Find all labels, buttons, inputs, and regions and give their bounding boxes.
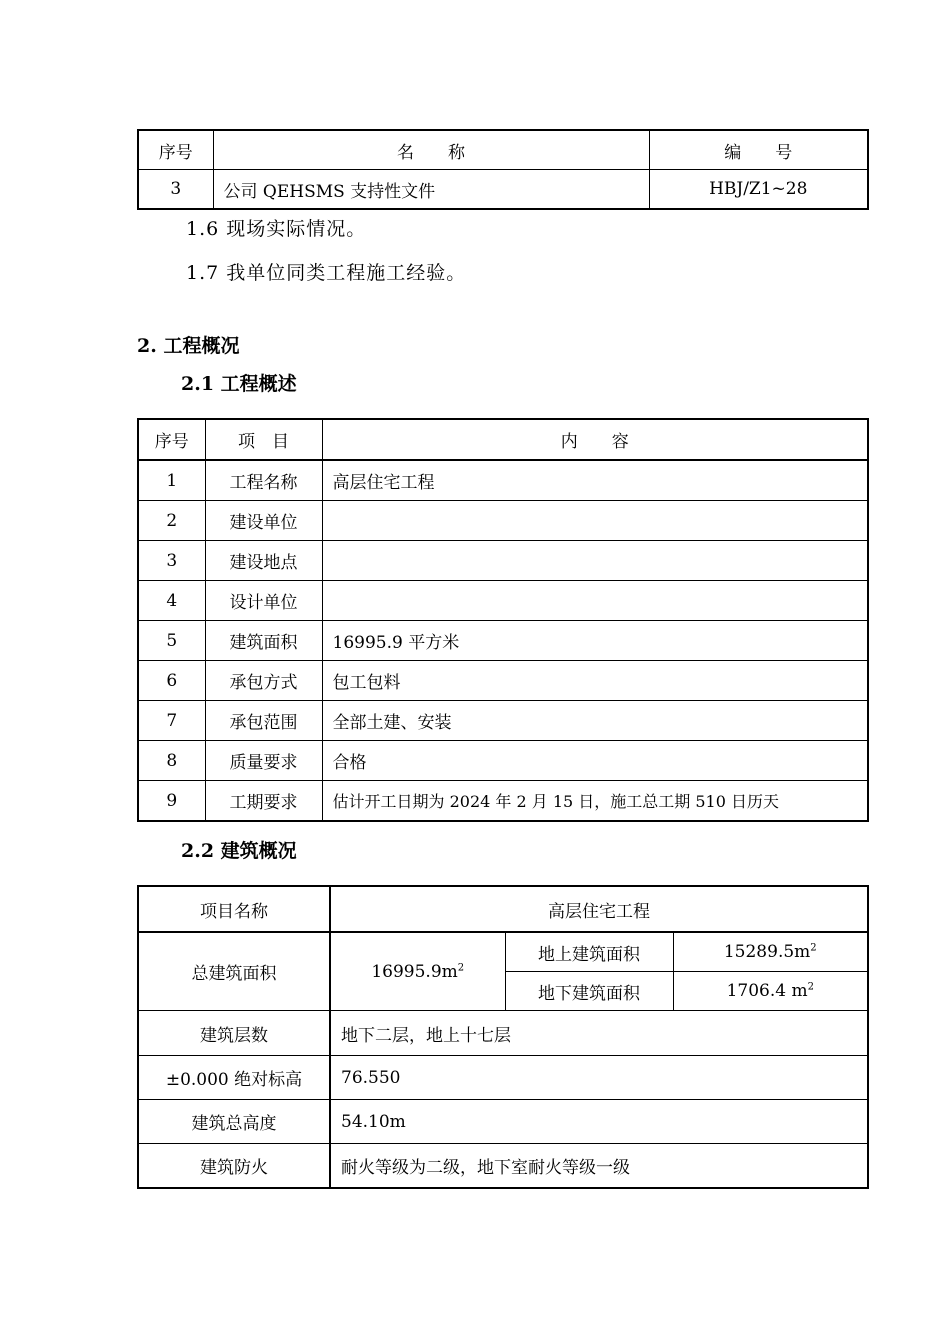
cell-label: 建筑层数: [138, 1011, 330, 1056]
cell-content: 包工包料: [322, 661, 868, 701]
cell-label: 地下建筑面积: [505, 972, 673, 1011]
cell-index: 9: [138, 781, 205, 822]
header-name: 名 称: [213, 130, 649, 170]
cell-item: 质量要求: [205, 741, 322, 781]
cell-value: 耐火等级为二级，地下室耐火等级一级: [330, 1144, 868, 1189]
cell-value: 54.10m: [330, 1100, 868, 1144]
table-row: [138, 1144, 868, 1189]
table-row: [138, 170, 868, 210]
cell-index: 4: [138, 581, 205, 621]
cell-value: 地下二层，地上十七层: [330, 1011, 868, 1056]
cell-label: 地上建筑面积: [505, 932, 673, 972]
table-header-row: [138, 130, 868, 170]
cell-content: 全部土建、安装: [322, 701, 868, 741]
cell-value: 高层住宅工程: [330, 886, 868, 932]
table-row: [138, 1100, 868, 1144]
cell-index: 7: [138, 701, 205, 741]
table-header-row: [138, 419, 868, 460]
subsection-title-2-2: 2.2 建筑概况: [181, 840, 297, 862]
header-content: 内 容: [322, 419, 868, 460]
cell-value: $16995.9m^2$: [330, 932, 505, 1011]
cell-index: 5: [138, 621, 205, 661]
cell-index: 3: [138, 170, 213, 210]
cell-label: 建筑总高度: [138, 1100, 330, 1144]
reference-table: [137, 129, 869, 210]
cell-content: 估计开工日期为 2024 年 2 月 15 日，施工总工期 510 日历天: [322, 781, 868, 822]
header-index: 序号: [138, 419, 205, 460]
cell-label: 项目名称: [138, 886, 330, 932]
section-title: 2. 工程概况: [137, 335, 240, 357]
table-row: [138, 1011, 868, 1056]
table-row: [138, 781, 868, 822]
cell-item: 建设单位: [205, 501, 322, 541]
subsection-title-2-1: 2.1 工程概述: [181, 373, 297, 395]
header-item: 项 目: [205, 419, 322, 460]
cell-item: 建设地点: [205, 541, 322, 581]
cell-index: 8: [138, 741, 205, 781]
header-index: 序号: [138, 130, 213, 170]
cell-label: 建筑防火: [138, 1144, 330, 1189]
table-row: [138, 661, 868, 701]
header-code: 编 号: [649, 130, 868, 170]
table-row: [138, 581, 868, 621]
cell-index: 2: [138, 501, 205, 541]
cell-content: [322, 581, 868, 621]
cell-value: 76.550: [330, 1056, 868, 1100]
cell-item: 工期要求: [205, 781, 322, 822]
cell-item: 设计单位: [205, 581, 322, 621]
paragraph-1-6: 1.6 现场实际情况。: [186, 218, 367, 240]
table-row: [138, 741, 868, 781]
cell-name: 公司 QEHSMS 支持性文件: [213, 170, 649, 210]
table-row: [138, 621, 868, 661]
overview-table: [137, 418, 869, 822]
cell-content: [322, 541, 868, 581]
table-row: [138, 886, 868, 932]
table-row: [138, 932, 868, 972]
cell-code: HBJ/Z1~28: [649, 170, 868, 210]
cell-item: 承包方式: [205, 661, 322, 701]
cell-content: 合格: [322, 741, 868, 781]
cell-content: [322, 501, 868, 541]
cell-label: 总建筑面积: [138, 932, 330, 1011]
cell-index: 6: [138, 661, 205, 701]
cell-value: $15289.5m^2$: [673, 932, 868, 972]
cell-content: 高层住宅工程: [322, 460, 868, 501]
cell-value: 1706.4 $m^2$: [673, 972, 868, 1011]
table-row: [138, 701, 868, 741]
cell-label: ±0.000 绝对标高: [138, 1056, 330, 1100]
cell-item: 建筑面积: [205, 621, 322, 661]
cell-index: 1: [138, 460, 205, 501]
table-row: [138, 460, 868, 501]
paragraph-1-7: 1.7 我单位同类工程施工经验。: [186, 262, 467, 284]
building-table: [137, 885, 869, 1189]
table-row: [138, 541, 868, 581]
table-row: [138, 501, 868, 541]
cell-item: 工程名称: [205, 460, 322, 501]
cell-index: 3: [138, 541, 205, 581]
cell-content: 16995.9 平方米: [322, 621, 868, 661]
cell-item: 承包范围: [205, 701, 322, 741]
table-row: [138, 1056, 868, 1100]
